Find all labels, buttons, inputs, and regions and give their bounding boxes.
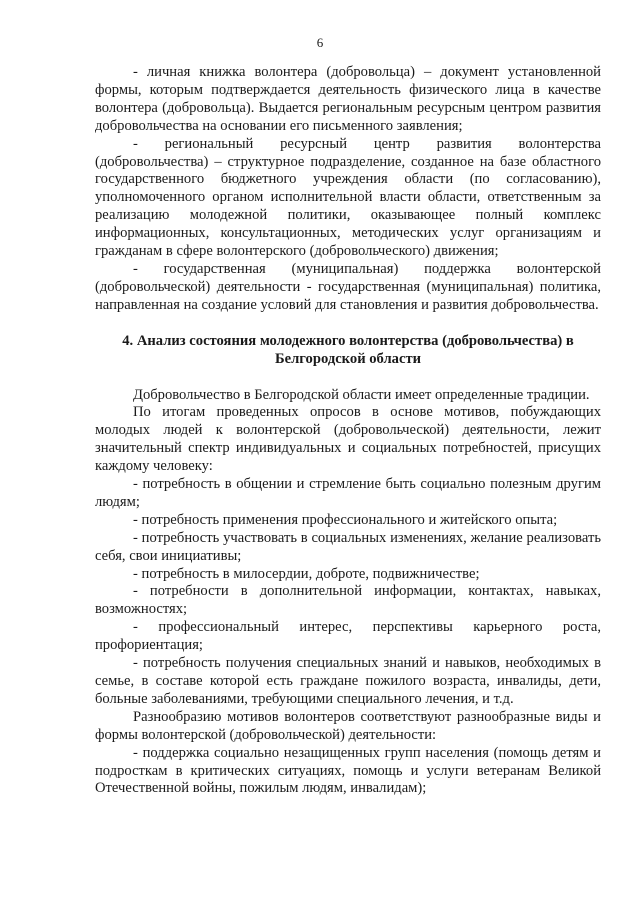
section-heading: 4. Анализ состояния молодежного волонтерства (добровольчества) в Белгородской области [122, 332, 574, 367]
paragraph: - региональный ресурсный центр развития волонтерства (добровольчества) – структурное подразделение, созданное на базе областного государственного бюджетного учреждения области (по согласованию), уполномоченного органом исполнительной власти области, ответственным за реализацию молодежной политики, оказывающее полный комплекс информационных, консультационных, методических услуг организациям и гражданам в сфере волонтерского (добровольческого) движения; [95, 135, 601, 260]
list-item: - потребность в милосердии, доброте, подвижничестве; [133, 565, 480, 582]
paragraph: По итогам проведенных опросов в основе мотивов, побуждающих молодых людей к волонтерской (добровольческой) деятельности, лежит значительный спектр индивидуальных и социальных потребностей, присущих каждому человеку: [95, 404, 601, 475]
list-item: - потребность участвовать в социальных изменениях, желание реализовать себя, свои инициативы; [95, 529, 601, 564]
list-item: - потребность применения профессионального и житейского опыта; [133, 511, 558, 528]
paragraph: - государственная (муниципальная) поддержка волонтерской (добровольческой) деятельности - государственная (муниципальная) политика, направленная на создание условий для становления и развития добровольчества. [95, 260, 601, 313]
list-item: - потребность в общении и стремление быть социально полезным другим людям; [95, 476, 601, 510]
document-body [95, 64, 601, 798]
list-item: - потребность получения специальных знаний и навыков, необходимых в семье, в составе которой есть граждане пожилого возраста, инвалиды, дети, больные заболеваниями, требующими специального лечения, и т.д. [95, 655, 601, 707]
paragraph: Разнообразию мотивов волонтеров соответствуют разнообразные виды и формы волонтерской (добровольческой) деятельности: [95, 708, 601, 743]
list-item: - поддержка социально незащищенных групп населения (помощь детям и подросткам в критических ситуациях, помощь и услуги ветеранам Великой Отечественной войны, пожилым людям, инвалидам); [95, 744, 601, 797]
paragraph: - личная книжка волонтера (добровольца) – документ установленной формы, которым подтверждается деятельность физического лица в качестве волонтера (добровольца). Выдается региональным ресурсным центром развития добровольчества на основании его письменного заявления; [95, 64, 601, 134]
paragraph: Добровольчество в Белгородской области имеет определенные традиции. [133, 386, 590, 403]
page-number: 6 [316, 35, 324, 50]
list-item: - потребности в дополнительной информации, контактах, навыках, возможностях; [95, 583, 601, 618]
list-item: - профессиональный интерес, перспективы карьерного роста, профориентация; [95, 619, 601, 654]
